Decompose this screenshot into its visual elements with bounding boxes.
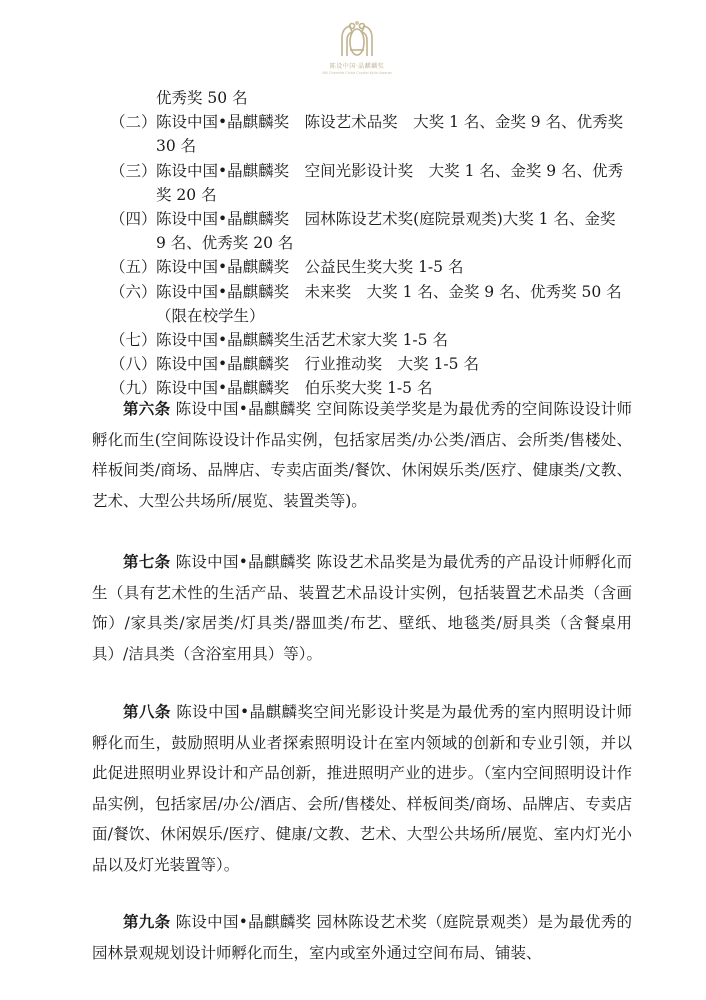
article-label: 第六条	[123, 399, 171, 418]
list-number: （七）	[110, 331, 157, 350]
kylin-emblem-icon	[334, 20, 380, 60]
list-item	[110, 207, 630, 255]
list-number	[110, 86, 156, 110]
article-8	[92, 697, 632, 880]
list-item	[110, 255, 630, 279]
list-number: （八）	[110, 355, 157, 374]
list-text: 陈设中国•晶麒麟奖 园林陈设艺术奖(庭院景观类)大奖 1 名、金奖 9 名、优秀奖 20 名	[156, 210, 616, 253]
list-text: 优秀奖 50 名	[156, 89, 248, 107]
list-item	[110, 352, 630, 376]
list-text: 陈设中国•晶麒麟奖 伯乐奖大奖 1-5 名	[156, 379, 433, 398]
list-text: 陈设中国•晶麒麟奖 公益民生奖大奖 1-5 名	[156, 258, 464, 277]
article-label: 第七条	[123, 552, 171, 571]
awards-logo	[322, 20, 392, 82]
list-number: （九）	[110, 379, 157, 398]
list-number: （四）	[110, 210, 157, 229]
article-label: 第八条	[123, 702, 171, 721]
list-number: （二）	[110, 113, 157, 132]
list-text: 陈设中国•晶麒麟奖 陈设艺术品奖 大奖 1 名、金奖 9 名、优秀奖 30 名	[156, 113, 624, 156]
list-number: （三）	[110, 161, 157, 180]
list-item	[110, 86, 630, 110]
list-text: 陈设中国•晶麒麟奖生活艺术家大奖 1-5 名	[156, 331, 448, 350]
logo-subtitle: AW Chenshe China Crystal Kylin Awards	[322, 71, 392, 75]
logo-title: 陈设中国·晶麒麟奖	[329, 63, 385, 70]
article-6	[92, 394, 632, 516]
article-text: 陈设中国•晶麒麟奖 陈设艺术品奖是为最优秀的产品设计师孵化而生（具有艺术性的生活产品、装置艺术品设计实例，包括装置艺术品类（含画饰）/家具类/家居类/灯具类/器皿类/布艺、壁纸、地毯类/厨具类（含餐桌用具）/洁具类（含浴室用具）等）。	[92, 553, 632, 663]
article-text: 陈设中国•晶麒麟奖空间光影设计奖是为最优秀的室内照明设计师孵化而生，鼓励照明从业者探索照明设计在室内领域的创新和专业引领，并以此促进照明业界设计和产品创新，推进照明产业的进步。（室内空间照明设计作品实例，包括家居/办公/酒店、会所/售楼处、样板间类/商场、品牌店、专卖店面/餐饮、休闲娱乐/医疗、健康/文教、艺术、大型公共场所/展览、室内灯光小品以及灯光装置等）。	[92, 703, 632, 874]
article-text: 陈设中国•晶麒麟奖 空间陈设美学奖是为最优秀的空间陈设设计师孵化而生(空间陈设设计作品实例，包括家居类/办公类/酒店、会所类/售楼处、样板间类/商场、品牌店、专卖店面类/餐饮、休闲娱乐类/医疗、健康类/文教、艺术、大型公共场所/展览、装置类等)。	[92, 400, 632, 510]
article-9	[92, 907, 632, 968]
list-text: 陈设中国•晶麒麟奖 空间光影设计奖 大奖 1 名、金奖 9 名、优秀奖 20 名	[156, 161, 624, 204]
list-item	[110, 159, 630, 207]
list-text: 陈设中国•晶麒麟奖 行业推动奖 大奖 1-5 名	[156, 355, 479, 374]
list-number: （五）	[110, 258, 157, 277]
article-label: 第九条	[123, 912, 171, 931]
list-text: 陈设中国•晶麒麟奖 未来奖 大奖 1 名、金奖 9 名、优秀奖 50 名（限在校学生）	[156, 282, 622, 325]
article-text: 陈设中国•晶麒麟奖 园林陈设艺术奖（庭院景观类）是为最优秀的园林景观规划设计师孵化而生，室内或室外通过空间布局、铺装、	[92, 913, 632, 962]
article-7	[92, 547, 632, 669]
list-item	[110, 328, 630, 352]
list-number: （六）	[110, 282, 157, 301]
list-item	[110, 110, 630, 158]
list-item	[110, 280, 630, 328]
award-list	[110, 86, 630, 401]
